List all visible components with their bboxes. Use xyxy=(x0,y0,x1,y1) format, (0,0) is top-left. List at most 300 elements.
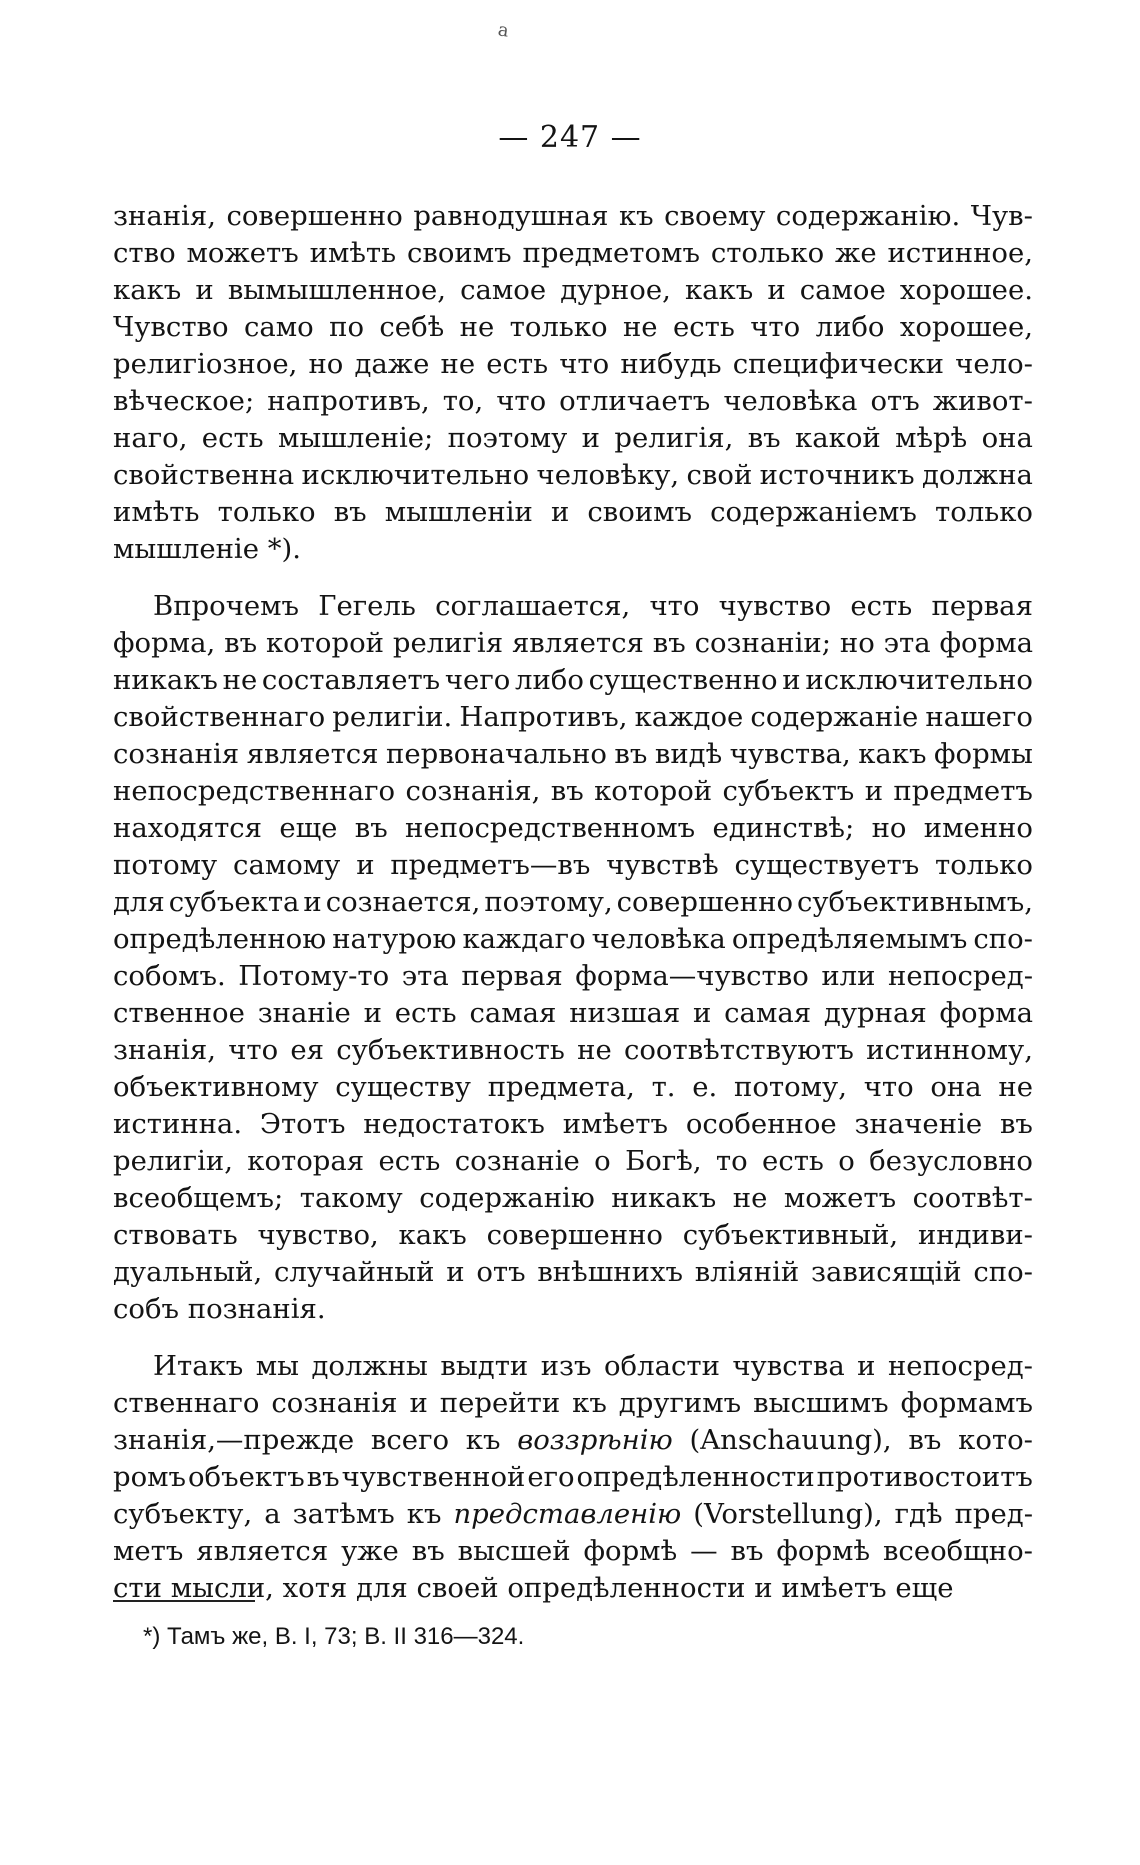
word: къ xyxy=(465,1424,501,1456)
word: имѣть xyxy=(309,237,397,269)
word: познанія. xyxy=(187,1293,326,1325)
word: сознанія xyxy=(271,1387,398,1419)
word: предметъ xyxy=(893,775,1033,807)
word: есть xyxy=(394,997,457,1029)
text-line xyxy=(113,736,1033,773)
word: совершенно xyxy=(226,200,403,232)
word: исключительно xyxy=(805,664,1033,696)
word: самое xyxy=(460,274,547,306)
word: эта xyxy=(401,960,449,992)
word: особенное xyxy=(685,1108,837,1140)
word: поэтому xyxy=(447,422,568,454)
word: въ xyxy=(354,812,388,844)
word: религіи. xyxy=(332,701,453,733)
text-line xyxy=(113,1533,1033,1570)
word: ея xyxy=(290,1034,325,1066)
word: Потому-то xyxy=(238,960,390,992)
word: что xyxy=(863,1071,914,1103)
word: е. xyxy=(692,1071,718,1103)
word: живот- xyxy=(932,385,1033,417)
word: формамъ xyxy=(900,1387,1033,1419)
word: дуальный, xyxy=(113,1256,263,1288)
text-line xyxy=(113,1143,1033,1180)
word: случайный xyxy=(273,1256,435,1288)
word: человѣку, xyxy=(536,459,680,491)
word: содержанію. xyxy=(775,200,961,232)
word: и xyxy=(857,1350,876,1382)
word: она xyxy=(930,1071,982,1103)
word: и xyxy=(409,1387,428,1419)
word: высшимъ xyxy=(753,1387,889,1419)
word: какой xyxy=(795,422,881,454)
word: всеобщно- xyxy=(882,1535,1033,1567)
word: натурою xyxy=(332,923,457,955)
text-line xyxy=(113,494,1033,531)
word: чувства xyxy=(732,1350,845,1382)
word: собомъ. xyxy=(113,960,226,992)
word: опредѣляемымъ xyxy=(731,923,968,955)
word: Богѣ, xyxy=(625,1145,702,1177)
word: въ xyxy=(908,1424,942,1456)
word: формѣ xyxy=(583,1535,678,1567)
word: напротивъ, xyxy=(267,385,430,417)
word: имѣетъ xyxy=(781,1572,896,1604)
word: не xyxy=(622,311,658,343)
word: выдти xyxy=(440,1350,529,1382)
word: спо- xyxy=(973,923,1033,955)
word: даже xyxy=(354,348,430,380)
word: *). xyxy=(267,533,301,565)
word: никакъ xyxy=(611,1182,717,1214)
word: форма—чувство xyxy=(575,960,809,992)
word: мысли, xyxy=(170,1572,283,1604)
word: еще xyxy=(279,812,338,844)
word: первая xyxy=(461,960,563,992)
word: въ xyxy=(550,775,584,807)
word: изъ xyxy=(540,1350,592,1382)
word: то, xyxy=(442,385,484,417)
word: объективному xyxy=(113,1071,319,1103)
word: знанія, xyxy=(113,200,216,232)
word: что xyxy=(559,348,610,380)
word: либо xyxy=(514,664,584,696)
word: (Anschauung), xyxy=(689,1424,892,1456)
word: каждаго xyxy=(462,923,586,955)
word: мышленіи xyxy=(384,496,533,528)
word: своимъ xyxy=(587,496,693,528)
word: Напротивъ, xyxy=(459,701,628,733)
word: къ xyxy=(618,200,654,232)
word: первоначально xyxy=(386,738,607,770)
word: вѣческое; xyxy=(113,385,255,417)
word: субъективный, xyxy=(682,1219,899,1251)
word: опредѣленною xyxy=(113,923,327,955)
word: къ xyxy=(572,1387,607,1419)
word: въ xyxy=(999,1108,1033,1140)
text-line xyxy=(113,1069,1033,1106)
word: столько xyxy=(710,237,825,269)
word: самая xyxy=(724,997,812,1029)
word: своей xyxy=(416,1572,508,1604)
word: должны xyxy=(311,1350,428,1382)
text-line xyxy=(113,699,1033,736)
text-line xyxy=(113,1385,1033,1422)
word: сознаніе xyxy=(454,1145,580,1177)
word: о xyxy=(838,1145,855,1177)
text-line xyxy=(113,1217,1033,1254)
word: которой xyxy=(265,627,384,659)
word: нибудь xyxy=(620,348,722,380)
word: воззрѣнію xyxy=(517,1424,673,1456)
word: мышленіе xyxy=(113,533,268,565)
word: самая xyxy=(469,997,557,1029)
word: отъ xyxy=(476,1256,526,1288)
word: и xyxy=(754,1572,782,1604)
word: сти xyxy=(113,1572,171,1604)
word: дурная xyxy=(823,997,927,1029)
word: и xyxy=(303,886,322,918)
word: есть xyxy=(486,348,549,380)
word: именно xyxy=(923,812,1033,844)
text-line xyxy=(113,457,1033,494)
text-line xyxy=(113,921,1033,958)
word: знанія, xyxy=(113,1034,216,1066)
word: религіозное, xyxy=(113,348,298,380)
word: опредѣленности xyxy=(576,1461,815,1493)
word: а xyxy=(264,1498,281,1530)
word: свойственнаго xyxy=(113,701,326,733)
word: должна xyxy=(921,459,1033,491)
word: субъективность xyxy=(336,1034,565,1066)
word: сознается, xyxy=(325,886,481,918)
word: имѣетъ xyxy=(562,1108,668,1140)
word: есть xyxy=(378,1145,441,1177)
word: но xyxy=(839,627,875,659)
word: не xyxy=(998,1071,1033,1103)
word: какъ xyxy=(113,274,182,306)
text-line xyxy=(113,625,1033,662)
word: формы xyxy=(933,738,1033,770)
paragraph xyxy=(113,588,1033,1328)
word: единствѣ; xyxy=(712,812,855,844)
word: никакъ xyxy=(113,664,218,696)
word: еще xyxy=(895,1572,954,1604)
text-line xyxy=(113,1106,1033,1143)
word: Итакъ xyxy=(153,1350,244,1382)
word: и xyxy=(864,775,884,807)
word: не xyxy=(577,1034,612,1066)
word: не xyxy=(459,311,495,343)
word: всего xyxy=(370,1424,450,1456)
text-line xyxy=(113,588,1033,625)
word: зависящій xyxy=(810,1256,962,1288)
word: себѣ xyxy=(379,311,445,343)
word: и xyxy=(446,1256,465,1288)
footnote: *) Тамъ же, B. I, 73; B. II 316—324. xyxy=(143,1623,525,1650)
word: она xyxy=(981,422,1033,454)
word: что xyxy=(750,311,801,343)
body-text xyxy=(113,198,1033,1607)
word: ственнаго xyxy=(113,1387,260,1419)
word: его xyxy=(527,1461,575,1493)
word: равнодушная xyxy=(413,200,609,232)
word: содержаніемъ xyxy=(710,496,917,528)
word: внѣшнихъ xyxy=(537,1256,683,1288)
word: хорошее, xyxy=(899,311,1033,343)
text-line xyxy=(113,810,1033,847)
text-line xyxy=(113,198,1033,235)
word: и xyxy=(693,997,712,1029)
word: субъективнымъ, xyxy=(796,886,1033,918)
word: свойственна xyxy=(113,459,295,491)
word: другимъ xyxy=(618,1387,742,1419)
text-line xyxy=(113,1459,1033,1496)
word: Чув- xyxy=(970,200,1033,232)
word: и xyxy=(767,274,786,306)
word: специфически xyxy=(732,348,945,380)
text-line xyxy=(113,272,1033,309)
word: совершенно xyxy=(486,1219,663,1251)
text-line xyxy=(113,383,1033,420)
word: само xyxy=(243,311,314,343)
word: и xyxy=(363,997,382,1029)
word: сознанія xyxy=(113,738,240,770)
word: всеобщемъ; xyxy=(113,1182,284,1214)
word: непосредственномъ xyxy=(405,812,696,844)
word: но xyxy=(871,812,907,844)
word: наго, xyxy=(113,422,188,454)
word: совершенно xyxy=(616,886,794,918)
word: отъ xyxy=(870,385,920,417)
word: такому xyxy=(299,1182,403,1214)
word: форма, xyxy=(113,627,216,659)
word: формѣ xyxy=(776,1535,871,1567)
word: и xyxy=(550,496,570,528)
word: предмета, xyxy=(487,1071,635,1103)
word: можетъ xyxy=(783,1182,897,1214)
word: т. xyxy=(651,1071,676,1103)
word: можетъ xyxy=(186,237,299,269)
word: есть xyxy=(762,1145,824,1177)
word: въ xyxy=(652,627,686,659)
word: собъ xyxy=(113,1293,188,1325)
word: высшей xyxy=(457,1535,571,1567)
word: значеніе xyxy=(854,1108,983,1140)
word: знаніе xyxy=(257,997,351,1029)
word: и xyxy=(195,274,214,306)
word: что xyxy=(496,385,547,417)
word: что xyxy=(228,1034,279,1066)
word: перейти xyxy=(439,1387,561,1419)
text-line xyxy=(113,958,1033,995)
word: форма xyxy=(939,997,1033,1029)
word: предметъ—въ xyxy=(390,849,591,881)
word: но xyxy=(308,348,344,380)
word: хорошее. xyxy=(899,274,1033,306)
word: только xyxy=(935,849,1033,881)
word: не xyxy=(732,1182,768,1214)
text-line xyxy=(113,235,1033,272)
word: же xyxy=(835,237,877,269)
word: есть xyxy=(672,311,735,343)
word: противостоитъ xyxy=(816,1461,1033,1493)
word: вымышленное, xyxy=(227,274,446,306)
word: религія xyxy=(392,627,504,659)
word: пред- xyxy=(954,1498,1033,1530)
word: видѣ xyxy=(654,738,723,770)
word: поэтому, xyxy=(484,886,613,918)
word: области xyxy=(604,1350,720,1382)
word: Чувство xyxy=(113,311,229,343)
word: каждое xyxy=(634,701,744,733)
word: или xyxy=(821,960,876,992)
word: субъекта xyxy=(168,886,300,918)
word: первая xyxy=(931,590,1033,622)
word: которая xyxy=(247,1145,365,1177)
word: сознанія, xyxy=(405,775,541,807)
word: Гегель xyxy=(318,590,416,622)
word: предметомъ xyxy=(522,237,700,269)
word: содержаніе xyxy=(750,701,919,733)
word: объектъ xyxy=(187,1461,305,1493)
word: безусловно xyxy=(869,1145,1033,1177)
text-line xyxy=(113,884,1033,921)
word: для xyxy=(113,886,165,918)
word: мѣрѣ xyxy=(895,422,968,454)
word: не xyxy=(440,348,476,380)
word: (Vorstellung), xyxy=(693,1498,883,1530)
paragraph xyxy=(113,1348,1033,1607)
word: опредѣленности xyxy=(507,1572,755,1604)
word: не xyxy=(222,664,258,696)
word: соотвѣтствуютъ xyxy=(623,1034,854,1066)
word: какъ xyxy=(398,1219,467,1251)
word: только xyxy=(217,496,316,528)
word: что xyxy=(649,590,700,622)
word: религіи, xyxy=(113,1145,233,1177)
word: человѣка xyxy=(723,385,858,417)
word: чело- xyxy=(955,348,1033,380)
word: религія, xyxy=(614,422,734,454)
word: существенно xyxy=(588,664,778,696)
word: гдѣ xyxy=(894,1498,943,1530)
word: только xyxy=(935,496,1033,528)
word: для xyxy=(356,1572,417,1604)
word: метъ xyxy=(113,1535,184,1567)
word: свой xyxy=(686,459,753,491)
word: истинное, xyxy=(887,237,1033,269)
word: какъ xyxy=(858,738,927,770)
text-line xyxy=(113,1291,1033,1328)
text-line xyxy=(113,995,1033,1032)
word: хотя xyxy=(282,1572,357,1604)
word: въ xyxy=(614,738,648,770)
word: чувствѣ xyxy=(606,849,719,881)
word: Впрочемъ xyxy=(153,590,300,622)
word: существу xyxy=(335,1071,471,1103)
word: спо- xyxy=(973,1256,1033,1288)
word: въ xyxy=(747,422,781,454)
word: и xyxy=(581,422,600,454)
text-line xyxy=(113,662,1033,699)
paragraph-gap xyxy=(113,568,1033,588)
word: низшая xyxy=(569,997,681,1029)
word: знанія,—прежде xyxy=(113,1424,355,1456)
word: своимъ xyxy=(406,237,512,269)
word: самому xyxy=(233,849,341,881)
text-line xyxy=(113,847,1033,884)
word: чувство xyxy=(718,590,832,622)
word: ромъ xyxy=(113,1461,187,1493)
word: субъекту, xyxy=(113,1498,253,1530)
word: человѣка xyxy=(591,923,726,955)
word: непосред- xyxy=(888,960,1033,992)
word: содержанію xyxy=(419,1182,595,1214)
paragraph-gap xyxy=(113,1328,1033,1348)
word: — xyxy=(690,1535,718,1567)
word: исключительно xyxy=(301,459,530,491)
word: своему xyxy=(664,200,766,232)
word: чувство, xyxy=(257,1219,379,1251)
word: въ xyxy=(333,496,367,528)
word: чувства, xyxy=(729,738,851,770)
word: субъектъ xyxy=(722,775,855,807)
word: составляетъ xyxy=(261,664,441,696)
word: и xyxy=(356,849,375,881)
text-line xyxy=(113,773,1033,810)
word: форма xyxy=(939,627,1033,659)
text-line xyxy=(113,346,1033,383)
word: истинному, xyxy=(866,1034,1033,1066)
word: непосред- xyxy=(887,1350,1033,1382)
word: ство xyxy=(113,237,176,269)
word: либо xyxy=(815,311,885,343)
word: есть xyxy=(201,422,264,454)
word: самое xyxy=(799,274,886,306)
word: въ xyxy=(224,627,258,659)
word: кото- xyxy=(958,1424,1033,1456)
word: уже xyxy=(341,1535,399,1567)
word: непосредственнаго xyxy=(113,775,396,807)
word: имѣть xyxy=(113,496,200,528)
text-line xyxy=(113,420,1033,457)
word: индиви- xyxy=(917,1219,1033,1251)
word: чего xyxy=(444,664,511,696)
word: какъ xyxy=(684,274,754,306)
word: вліяній xyxy=(694,1256,800,1288)
word: мышленіе; xyxy=(278,422,434,454)
word: является xyxy=(246,738,379,770)
word: соглашается, xyxy=(435,590,631,622)
paragraph xyxy=(113,198,1033,568)
word: потому, xyxy=(734,1071,847,1103)
word: только xyxy=(509,311,608,343)
word: находятся xyxy=(113,812,263,844)
word: соотвѣт- xyxy=(912,1182,1033,1214)
word: является xyxy=(196,1535,329,1567)
word: по xyxy=(329,311,364,343)
stray-ink-mark: a xyxy=(496,19,511,42)
word: потому xyxy=(113,849,218,881)
text-line xyxy=(113,1496,1033,1533)
word: затѣмъ xyxy=(292,1498,395,1530)
text-line xyxy=(113,1032,1033,1069)
word: ствовать xyxy=(113,1219,238,1251)
word: является xyxy=(511,627,644,659)
word: въ xyxy=(730,1535,764,1567)
word: то xyxy=(715,1145,748,1177)
word: ственное xyxy=(113,997,245,1029)
